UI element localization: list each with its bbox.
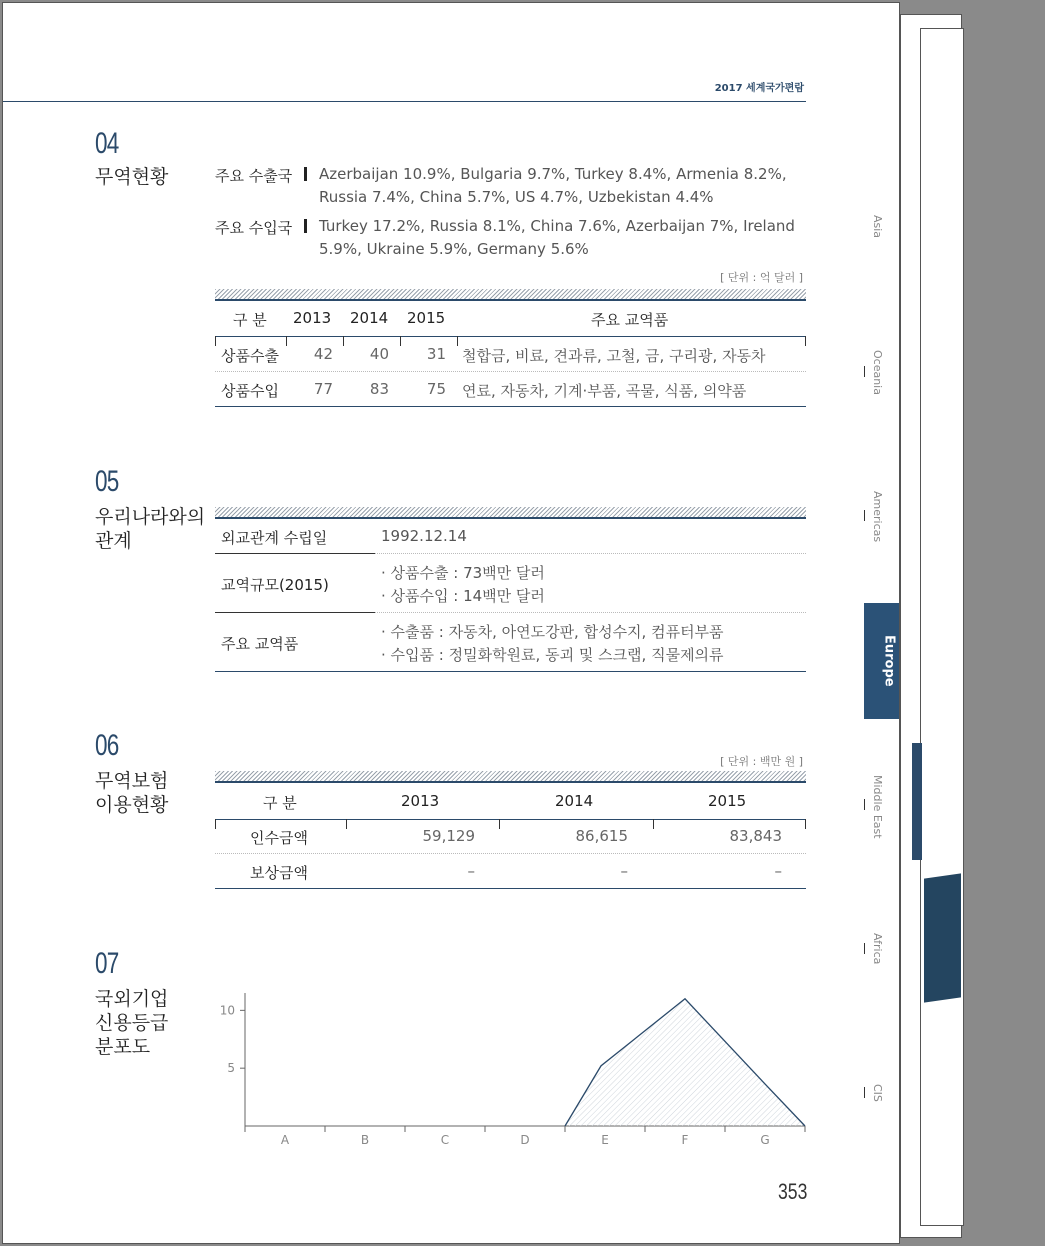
x-tick-label: E bbox=[601, 1133, 609, 1147]
table-header-rule bbox=[215, 819, 806, 820]
table-bottom-rule bbox=[215, 888, 806, 889]
row-divider bbox=[215, 553, 375, 554]
col-tick bbox=[286, 336, 287, 346]
table-cell: 83,843 bbox=[729, 827, 782, 845]
table-cell: 83 bbox=[369, 380, 389, 398]
export-countries-label: 주요 수출국 bbox=[215, 167, 293, 185]
book-page bbox=[2, 2, 900, 1244]
row-divider bbox=[215, 853, 806, 854]
col-tick bbox=[805, 336, 806, 346]
table-row-label: 상품수출 bbox=[221, 347, 279, 365]
col-tick bbox=[653, 819, 654, 829]
col-tick bbox=[400, 336, 401, 346]
x-tick-label: A bbox=[280, 1133, 290, 1147]
table-header: 주요 교역품 bbox=[591, 311, 669, 329]
relation-value: · 수출품 : 자동차, 아연도강판, 합성수지, 컴퓨터부품 bbox=[381, 623, 724, 641]
edge-tab-mark bbox=[912, 743, 922, 860]
col-tick bbox=[215, 819, 216, 829]
table-header: 2013 bbox=[293, 309, 332, 327]
section-number: 06 bbox=[95, 729, 119, 762]
col-tick bbox=[346, 819, 347, 829]
table-cell: – bbox=[467, 862, 475, 880]
row-divider bbox=[375, 553, 806, 554]
side-tab-asia[interactable]: Asia bbox=[871, 215, 884, 239]
page-number: 353 bbox=[778, 1179, 808, 1204]
table-row-label: 보상금액 bbox=[250, 864, 308, 882]
tab-mark bbox=[864, 799, 865, 810]
table-top-rule bbox=[215, 517, 806, 519]
table-cell: 42 bbox=[313, 345, 333, 363]
side-tab-americas[interactable]: Americas bbox=[871, 491, 884, 543]
y-tick-label: 10 bbox=[219, 1003, 235, 1018]
section-title: 무역보험 이용현황 bbox=[95, 770, 169, 816]
table-cell: 86,615 bbox=[575, 827, 628, 845]
side-tab-oceania[interactable]: Oceania bbox=[871, 350, 884, 395]
table-cell: – bbox=[620, 862, 628, 880]
table-header: 2014 bbox=[350, 309, 389, 327]
table-top-rule bbox=[215, 781, 806, 783]
page-edge bbox=[920, 28, 964, 1226]
x-tick-label: G bbox=[760, 1133, 770, 1147]
table-cell: 철합금, 비료, 견과류, 고철, 금, 구리광, 자동차 bbox=[462, 347, 766, 365]
section-title: 국외기업 신용등급 분포도 bbox=[95, 988, 169, 1058]
table-header: 구 분 bbox=[263, 794, 297, 812]
table-header-rule bbox=[215, 336, 806, 337]
table-header: 2015 bbox=[708, 792, 747, 810]
edge-tab-mark bbox=[924, 873, 961, 1002]
section-number: 07 bbox=[95, 947, 119, 980]
row-divider bbox=[215, 371, 806, 372]
col-tick bbox=[499, 819, 500, 829]
side-tab-cis[interactable]: CIS bbox=[871, 1084, 884, 1102]
export-countries-text: Azerbaijan 10.9%, Bulgaria 9.7%, Turkey 8.4%, Armenia 8.2%, Russia 7.4%, China 5.7%, US 4.7%, Uzbekistan 4.4% bbox=[319, 165, 787, 206]
relation-value: 1992.12.14 bbox=[381, 527, 467, 545]
table-top-rule bbox=[215, 299, 806, 301]
row-divider bbox=[215, 612, 375, 613]
table-bottom-rule bbox=[215, 406, 806, 407]
y-tick-label: 5 bbox=[227, 1061, 235, 1076]
side-tab-europe[interactable]: Europe bbox=[864, 603, 900, 719]
relation-label: 교역규모(2015) bbox=[221, 576, 329, 594]
tab-mark bbox=[864, 366, 865, 377]
import-countries-text: Turkey 17.2%, Russia 8.1%, China 7.6%, Azerbaijan 7%, Ireland 5.9%, Ukraine 5.9%, Germany 5.6% bbox=[319, 217, 795, 258]
x-tick-label: B bbox=[360, 1133, 370, 1147]
col-tick bbox=[457, 336, 458, 346]
relation-value: · 상품수출 : 73백만 달러 bbox=[381, 564, 545, 582]
table-header: 2014 bbox=[555, 792, 594, 810]
relation-value: · 수입품 : 정밀화학원료, 동괴 및 스크랩, 직물제의류 bbox=[381, 646, 724, 664]
col-tick bbox=[343, 336, 344, 346]
table-header: 2013 bbox=[401, 792, 440, 810]
side-tab-middle-east[interactable]: Middle East bbox=[871, 775, 884, 839]
section-number: 05 bbox=[95, 465, 119, 498]
area-fill bbox=[565, 999, 805, 1126]
table-cell: 31 bbox=[426, 345, 446, 363]
x-tick-label: D bbox=[520, 1133, 530, 1147]
section-title: 무역현황 bbox=[95, 166, 169, 188]
relation-label: 주요 교역품 bbox=[221, 635, 299, 653]
table-cell: – bbox=[774, 862, 782, 880]
col-tick bbox=[215, 336, 216, 346]
header-rule bbox=[3, 101, 806, 102]
x-tick-label: C bbox=[440, 1133, 450, 1147]
table-header: 2015 bbox=[407, 309, 446, 327]
label-divider bbox=[304, 219, 307, 233]
table-cell: 59,129 bbox=[422, 827, 475, 845]
label-divider bbox=[304, 167, 307, 181]
table-cell: 75 bbox=[426, 380, 446, 398]
import-countries-label: 주요 수입국 bbox=[215, 219, 293, 237]
table-cell: 40 bbox=[369, 345, 389, 363]
table-unit: [ 단위 : 백만 원 ] bbox=[720, 755, 803, 768]
side-tab-africa[interactable]: Africa bbox=[871, 933, 884, 965]
credit-rating-chart bbox=[203, 983, 823, 1153]
relation-label: 외교관계 수립일 bbox=[221, 529, 328, 547]
table-header: 구 분 bbox=[233, 311, 267, 329]
table-cell: 77 bbox=[313, 380, 333, 398]
tab-mark bbox=[864, 510, 865, 521]
tab-mark bbox=[864, 1087, 865, 1098]
section-title: 우리나라와의 관계 bbox=[95, 506, 206, 552]
tab-mark bbox=[864, 943, 865, 954]
running-header: 2017 세계국가편람 bbox=[714, 83, 804, 94]
table-unit: [ 단위 : 억 달러 ] bbox=[720, 271, 803, 284]
table-cell: 연료, 자동차, 기계·부품, 곡물, 식품, 의약품 bbox=[462, 382, 747, 400]
row-divider bbox=[375, 612, 806, 613]
relation-value: · 상품수입 : 14백만 달러 bbox=[381, 587, 545, 605]
section-number: 04 bbox=[95, 127, 119, 160]
table-row-label: 인수금액 bbox=[250, 829, 308, 847]
table-row-label: 상품수입 bbox=[221, 382, 279, 400]
x-tick-label: F bbox=[681, 1133, 689, 1147]
table-bottom-rule bbox=[215, 671, 806, 672]
col-tick bbox=[805, 819, 806, 829]
